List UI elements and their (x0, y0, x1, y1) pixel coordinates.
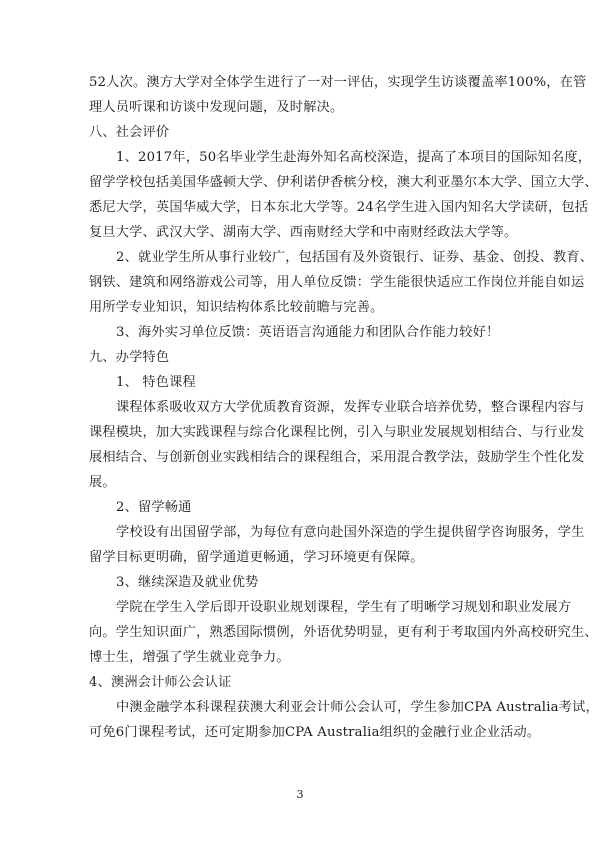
subheading: 3、继续深造及就业优势 (116, 575, 259, 590)
text-line: 课程模块，加大实践课程与综合化课程比例，引入与职业发展规划相结合、与行业发 (89, 425, 585, 440)
text-line: 52人次。澳方大学对全体学生进行了一对一评估，实现学生访谈覆盖率100%，在管 (89, 75, 587, 90)
text-line: 中澳金融学本科课程获澳大利亚会计师公会认可，学生参加CPA Australia考试， (116, 700, 599, 715)
text-line: 1、2017年，50名毕业学生赴海外知名高校深造，提高了本项目的国际知名度， (116, 150, 592, 165)
text-line: 留学学校包括美国华盛顿大学、伊利诺伊香槟分校，澳大利亚墨尔本大学、国立大学、 (89, 175, 598, 190)
text-line: 2、就业学生所从事行业较广，包括国有及外资银行、证券、基金、创投、教育、 (116, 250, 594, 265)
subheading: 2、留学畅通 (116, 500, 192, 515)
text-line: 展相结合、与创新创业实践相结合的课程组合，采用混合教学法，鼓励学生个性化发 (89, 450, 585, 465)
subheading: 1、 特色课程 (116, 375, 196, 390)
page-number: 3 (296, 788, 304, 801)
text-line: 展。 (89, 475, 116, 490)
text-line: 留学目标更明确，留学通道更畅通，学习环境更有保障。 (89, 550, 424, 565)
text-line: 复旦大学、武汉大学、湖南大学、西南财经大学和中南财经政法大学等。 (89, 225, 518, 240)
section-heading: 八、社会评价 (89, 125, 170, 140)
text-line: 向。学生知识面广，熟悉国际惯例，外语优势明显，更有利于考取国内外高校研究生、 (89, 625, 598, 640)
text-line: 学院在学生入学后即开设职业规划课程，学生有了明晰学习规划和职业发展方 (116, 600, 572, 615)
text-line: 悉尼大学，英国华威大学，日本东北大学等。24名学生进入国内知名大学读研，包括 (89, 200, 589, 215)
text-line: 可免6门课程考试，还可定期参加CPA Australia组织的金融行业企业活动。 (89, 725, 541, 740)
subheading: 4、澳洲会计师公会认证 (89, 675, 232, 690)
text-line: 钢铁、建筑和网络游戏公司等，用人单位反馈：学生能很快适应工作岗位并能自如运 (89, 275, 585, 290)
text-line: 课程体系吸收双方大学优质教育资源，发挥专业联合培养优势，整合课程内容与 (116, 400, 585, 415)
text-line: 博士生，增强了学生就业竞争力。 (89, 650, 290, 665)
section-heading: 九、办学特色 (89, 350, 170, 365)
text-line: 理人员听课和访谈中发现问题，及时解决。 (89, 100, 344, 115)
text-line: 用所学专业知识，知识结构体系比较前瞻与完善。 (89, 300, 384, 315)
text-line: 3、海外实习单位反馈：英语语言沟通能力和团队合作能力较好！ (116, 325, 500, 340)
text-line: 学校设有出国留学部，为每位有意向赴国外深造的学生提供留学咨询服务，学生 (116, 525, 585, 540)
